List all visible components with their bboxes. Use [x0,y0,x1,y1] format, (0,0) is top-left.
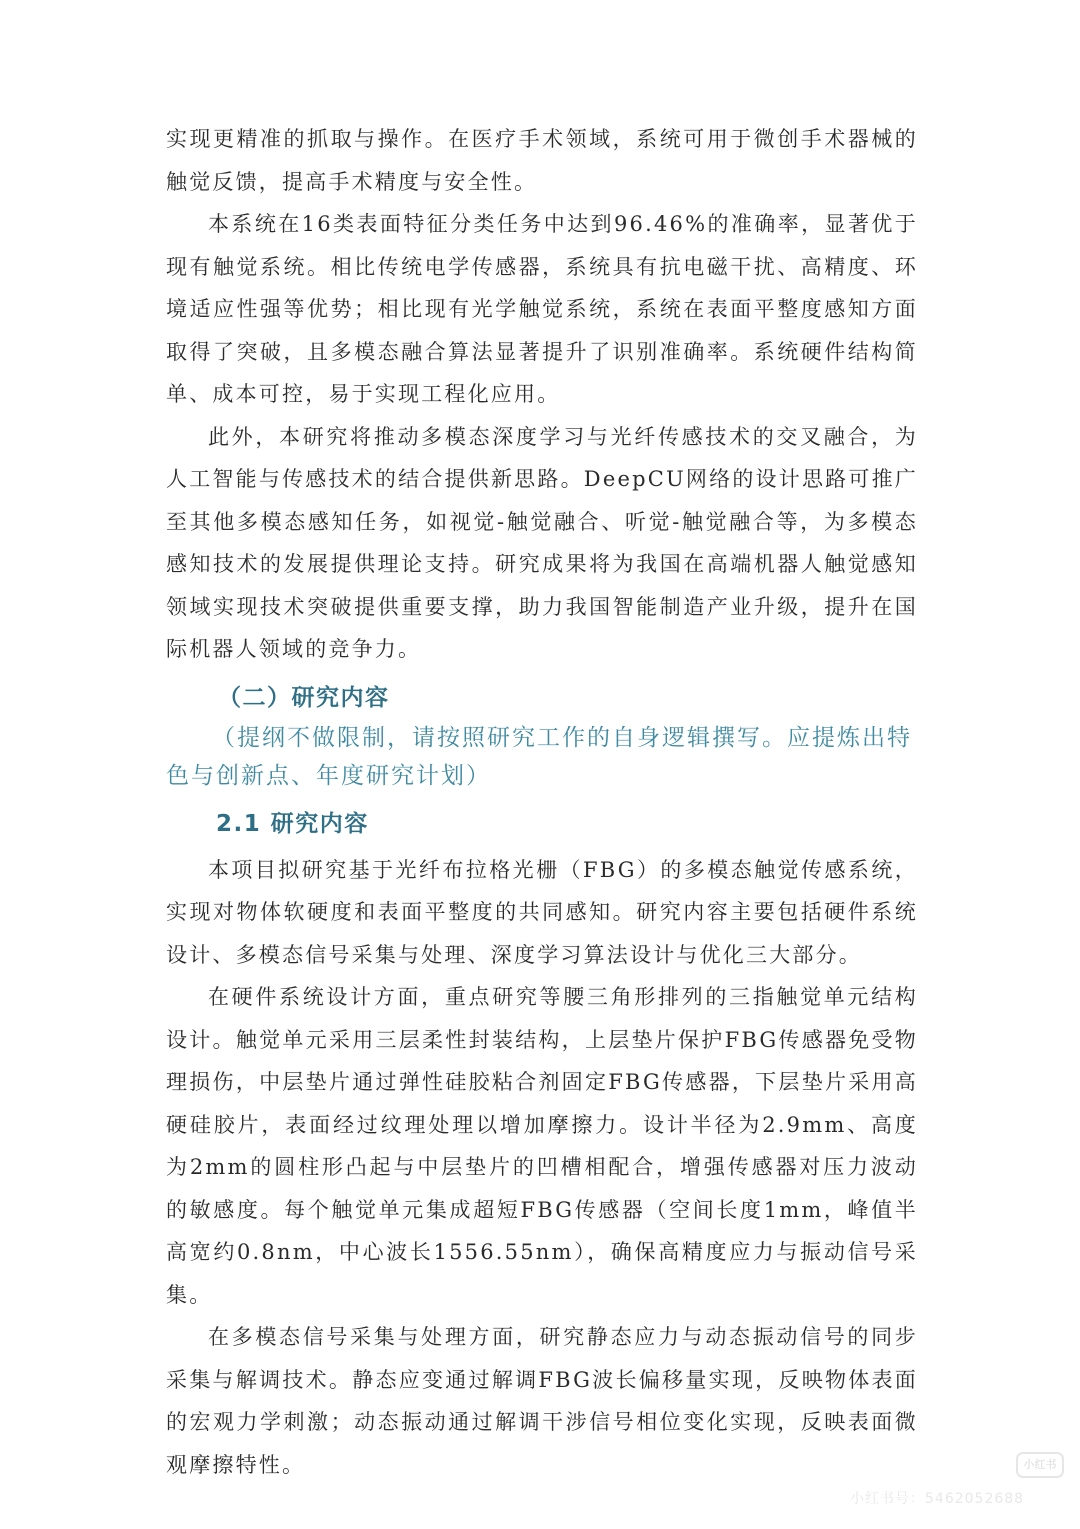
paragraph-research-overview: 本项目拟研究基于光纤布拉格光栅（FBG）的多模态触觉传感系统，实现对物体软硬度和表面平整度的共同感知。研究内容主要包括硬件系统设计、多模态信号采集与处理、深度学习算法设计与优化三大部分。 [166,857,918,967]
paragraph-signal-processing: 在多模态信号采集与处理方面，研究静态应力与动态振动信号的同步采集与解调技术。静态应变通过解调FBG波长偏移量实现，反映物体表面的宏观力学刺激；动态振动通过解调干涉信号相位变化实现，反映表面微观摩擦特性。 [166,1325,918,1477]
watermark-logo [1016,1452,1064,1478]
paragraph-hardware-design: 在硬件系统设计方面，重点研究等腰三角形排列的三指触觉单元结构设计。触觉单元采用三层柔性封装结构，上层垫片保护FBG传感器免受物理损伤，中层垫片通过弹性硅胶粘合剂固定FBG传感器，下层垫片采用高硬硅胶片，表面经过纹理处理以增加摩擦力。设计半径为2.9mm、高度为2mm的圆柱形凸起与中层垫片的凹槽相配合，增强传感器对压力波动的敏感度。每个触觉单元集成超短FBG传感器（空间长度1mm，峰值半高宽约0.8nm，中心波长1556.55nm），确保高精度应力与振动信号采集。 [166,985,918,1307]
watermark-text: 小红书号：5462052688 [850,1491,1025,1507]
document-page [166,118,918,1486]
subsection-heading: 2.1 研究内容 [216,810,369,837]
paragraph-continuation: 实现更精准的抓取与操作。在医疗手术领域，系统可用于微创手术器械的触觉反馈，提高手术精度与安全性。 [166,127,918,194]
section-note: （提纲不做限制，请按照研究工作的自身逻辑撰写。应提炼出特色与创新点、年度研究计划） [166,724,912,789]
section-heading: （二）研究内容 [218,684,390,711]
paragraph-significance: 此外，本研究将推动多模态深度学习与光纤传感技术的交叉融合，为人工智能与传感技术的结合提供新思路。DeepCU网络的设计思路可推广至其他多模态感知任务，如视觉-触觉融合、听觉-触觉融合等，为多模态感知技术的发展提供理论支持。研究成果将为我国在高端机器人触觉感知领域实现技术突破提供重要支撑，助力我国智能制造产业升级，提升在国际机器人领域的竞争力。 [166,424,918,661]
watermark-logo-text: 小红书 [1023,1458,1057,1471]
paragraph-accuracy: 本系统在16类表面特征分类任务中达到96.46%的准确率，显著优于现有触觉系统。相比传统电学传感器，系统具有抗电磁干扰、高精度、环境适应性强等优势；相比现有光学触觉系统，系统在表面平整度感知方面取得了突破，且多模态融合算法显著提升了识别准确率。系统硬件结构简单、成本可控，易于实现工程化应用。 [166,212,918,406]
